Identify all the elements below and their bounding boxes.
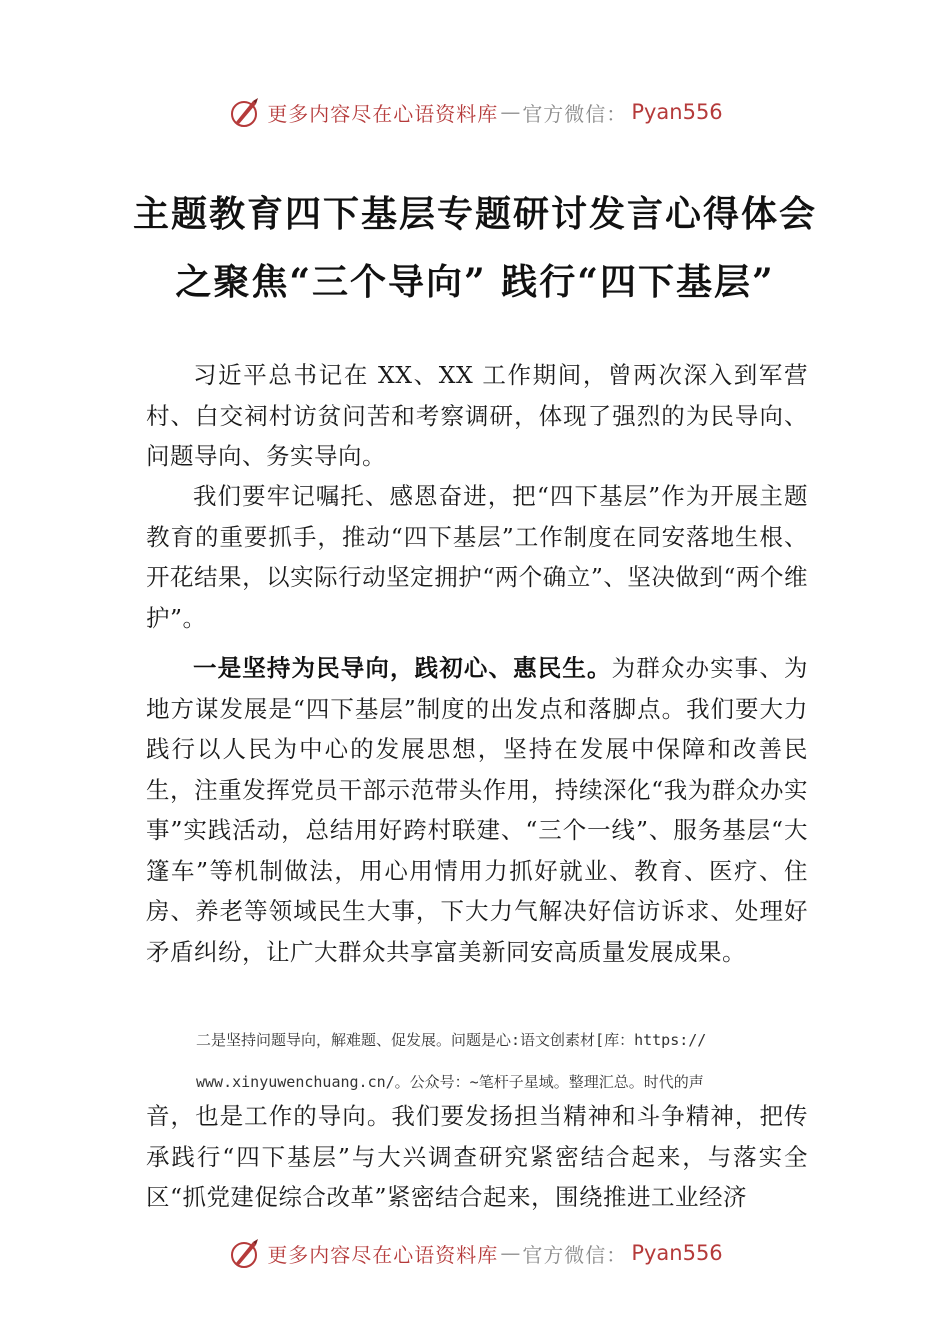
paragraph-3-heading: 一是坚持为民导向，践初心、惠民生。 <box>193 654 612 682</box>
document-title-line2: 之聚焦“三个导向” 践行“四下基层” <box>175 261 775 303</box>
paragraph-3 <box>146 648 808 972</box>
footer-banner <box>0 1233 950 1273</box>
banner-text: 更多内容尽在心语资料库 <box>267 101 499 126</box>
footer-banner-dash: — <box>500 1241 521 1265</box>
banner-dash: — <box>500 100 521 124</box>
paragraph-3-text: 为群众办实事、为地方谋发展是“四下基层”制度的出发点和落脚点。我们要大力践行以人民为中心的发展思想，坚持在发展中保障和改善民生，注重发挥党员干部示范带头作用，持续深化“我为群众办实事”实践活动，总结用好跨村联建、“三个一线”、服务基层“大篷车”等机制做法，用心用情用力抓好就业、教育、医疗、住房、养老等领域民生大事，下大力气解决好信访诉求、处理好矛盾纠纷，让广大群众共享富美新同安高质量发展成果。 <box>146 654 808 966</box>
footer-banner-wechat-label: 官方微信： <box>522 1242 628 1267</box>
paragraph-2: 我们要牢记嘱托、感恩奋进，把“四下基层”作为开展主题教育的重要抓手，推动“四下基层”工作制度在同安落地生根、开花结果，以实际行动坚定拥护“两个确立”、坚决做到“两个维护”。 <box>146 482 808 632</box>
document-title-line1: 主题教育四下基层专题研讨发言心得体会 <box>132 193 817 235</box>
inline-note-line2: www.xinyuwenchuang.cn/。公众号：~笔杆子星域。整理汇总。时代的声 <box>196 1073 704 1091</box>
footer-banner-account: Pyan556 <box>631 1241 723 1265</box>
inline-note-line1: 二是坚持问题导向，解难题、促发展。问题是心:语文创素材[库：https:// <box>196 1031 707 1049</box>
banner-wechat-label: 官方微信： <box>522 101 628 126</box>
banner-account: Pyan556 <box>631 100 723 124</box>
footer-banner-text: 更多内容尽在心语资料库 <box>267 1242 499 1267</box>
quill-pen-logo-icon <box>227 1236 261 1270</box>
header-banner <box>0 92 950 132</box>
paragraph-4: 音，也是工作的导向。我们要发扬担当精神和斗争精神，把传承践行“四下基层”与大兴调查研究紧密结合起来，与落实全区“抓党建促综合改革”紧密结合起来，围绕推进工业经济 <box>146 1102 808 1211</box>
paragraph-1: 习近平总书记在 XX、XX 工作期间，曾两次深入到军营村、白交祠村访贫问苦和考察调研，体现了强烈的为民导向、问题导向、务实导向。 <box>146 361 808 470</box>
quill-pen-logo-icon <box>227 95 261 129</box>
